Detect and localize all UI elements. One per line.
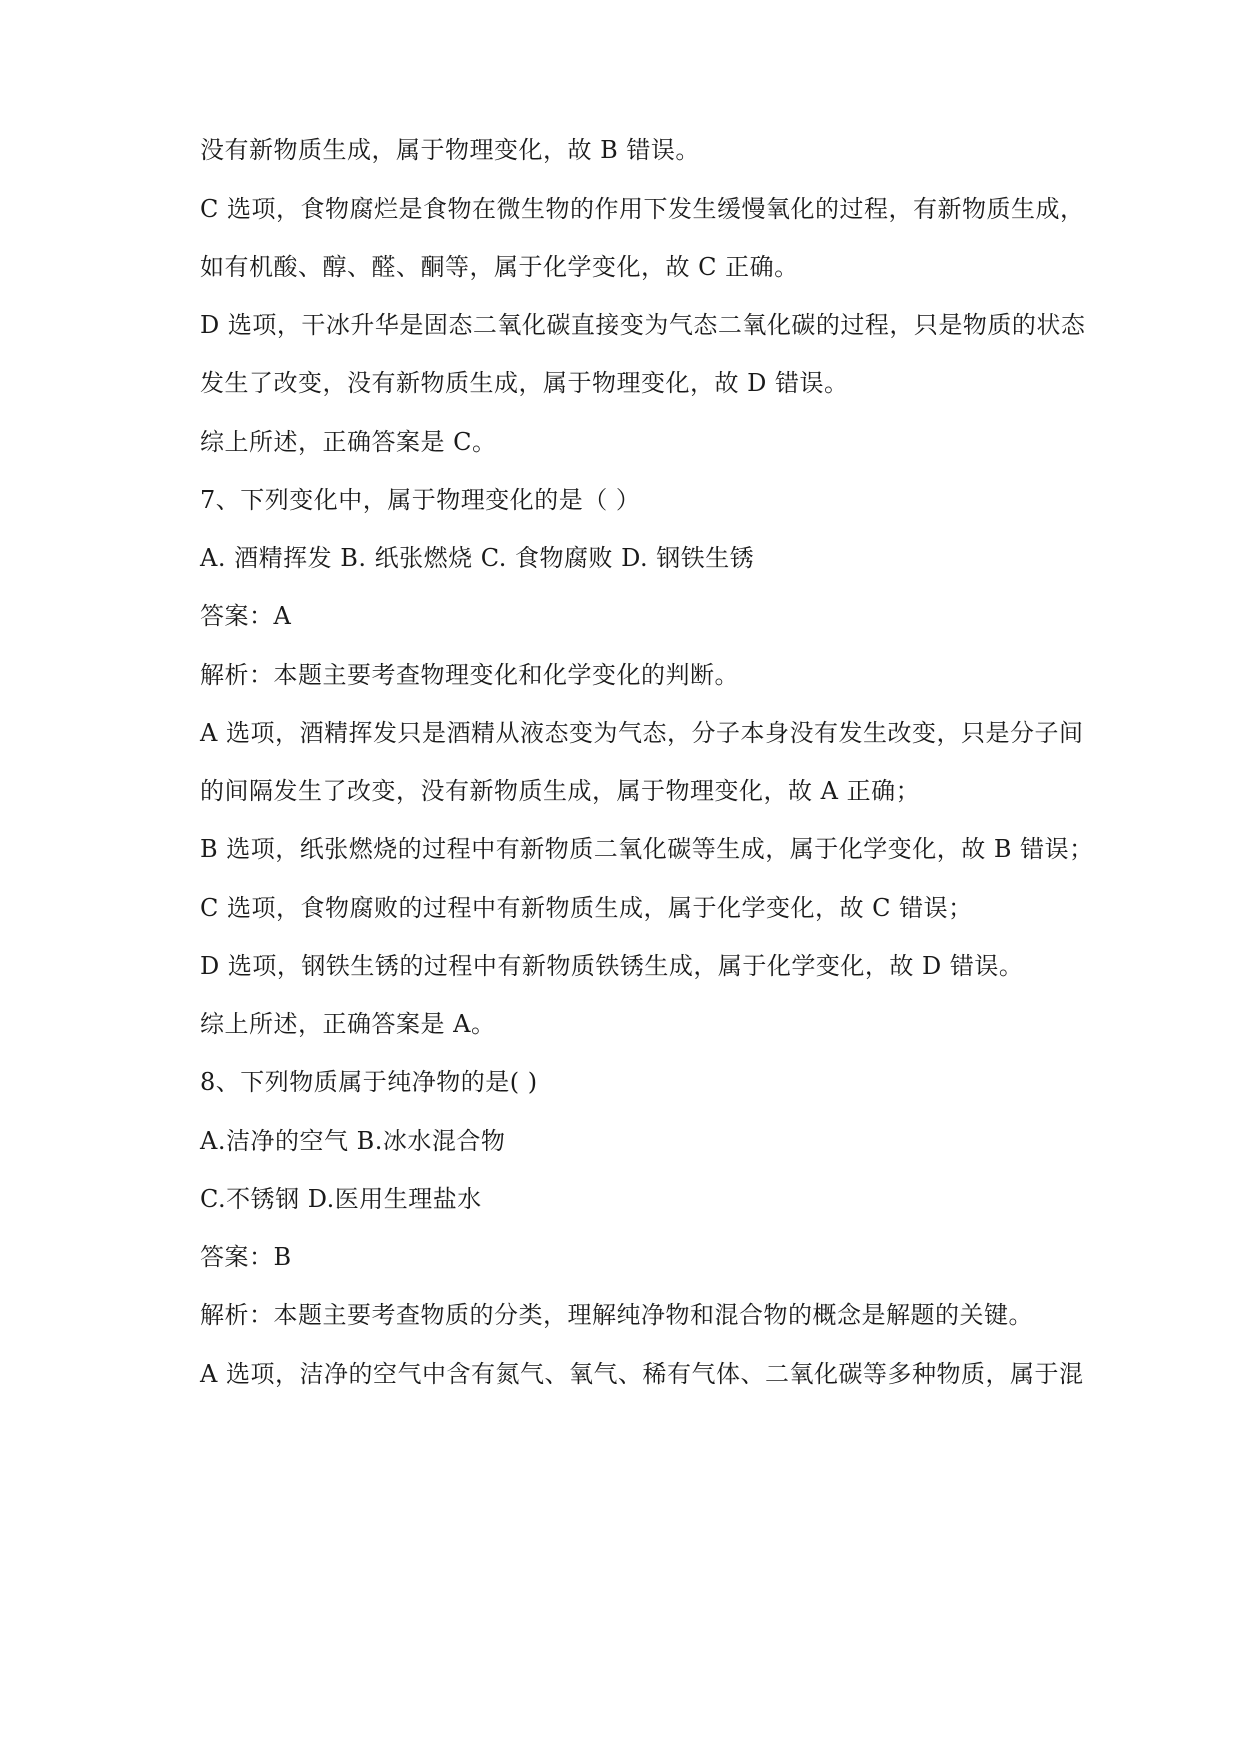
text-line: 综上所述，正确答案是 C。 (200, 428, 497, 456)
question-8-stem: 8、下列物质属于纯净物的是( ) (200, 1068, 538, 1096)
text-line: D 选项，干冰升华是固态二氧化碳直接变为气态二氧化碳的过程，只是物质的状态 (200, 311, 1086, 339)
question-8-options-cd: C.不锈钢 D.医用生理盐水 (200, 1185, 482, 1213)
text-line: 的间隔发生了改变，没有新物质生成，属于物理变化，故 A 正确； (200, 777, 921, 805)
question-8-analysis: 解析：本题主要考查物质的分类，理解纯净物和混合物的概念是解题的关键。 (200, 1301, 1033, 1329)
text-line: 如有机酸、醇、醛、酮等，属于化学变化，故 C 正确。 (200, 253, 799, 281)
text-line: 综上所述，正确答案是 A。 (200, 1010, 496, 1038)
text-line: A 选项，洁净的空气中含有氮气、氧气、稀有气体、二氧化碳等多种物质，属于混 (200, 1360, 1084, 1388)
text-line: B 选项，纸张燃烧的过程中有新物质二氧化碳等生成，属于化学变化，故 B 错误； (200, 835, 1094, 863)
question-7-analysis: 解析：本题主要考查物理变化和化学变化的判断。 (200, 661, 739, 689)
question-7-stem: 7、下列变化中，属于物理变化的是（ ） (200, 486, 641, 514)
question-7-answer: 答案：A (200, 602, 292, 630)
text-line: 发生了改变，没有新物质生成，属于物理变化，故 D 错误。 (200, 369, 849, 397)
text-line: C 选项，食物腐败的过程中有新物质生成，属于化学变化，故 C 错误； (200, 894, 973, 922)
text-line: A 选项，酒精挥发只是酒精从液态变为气态，分子本身没有发生改变，只是分子间 (200, 719, 1084, 747)
question-7-options: A. 酒精挥发 B. 纸张燃烧 C. 食物腐败 D. 钢铁生锈 (200, 544, 755, 572)
question-8-answer: 答案：B (200, 1243, 292, 1271)
question-8-options-ab: A.洁净的空气 B.冰水混合物 (200, 1127, 506, 1155)
text-line: D 选项，钢铁生锈的过程中有新物质铁锈生成，属于化学变化，故 D 错误。 (200, 952, 1024, 980)
text-line: 没有新物质生成，属于物理变化，故 B 错误。 (200, 136, 700, 164)
text-line: C 选项，食物腐烂是食物在微生物的作用下发生缓慢氧化的过程，有新物质生成， (200, 195, 1085, 223)
